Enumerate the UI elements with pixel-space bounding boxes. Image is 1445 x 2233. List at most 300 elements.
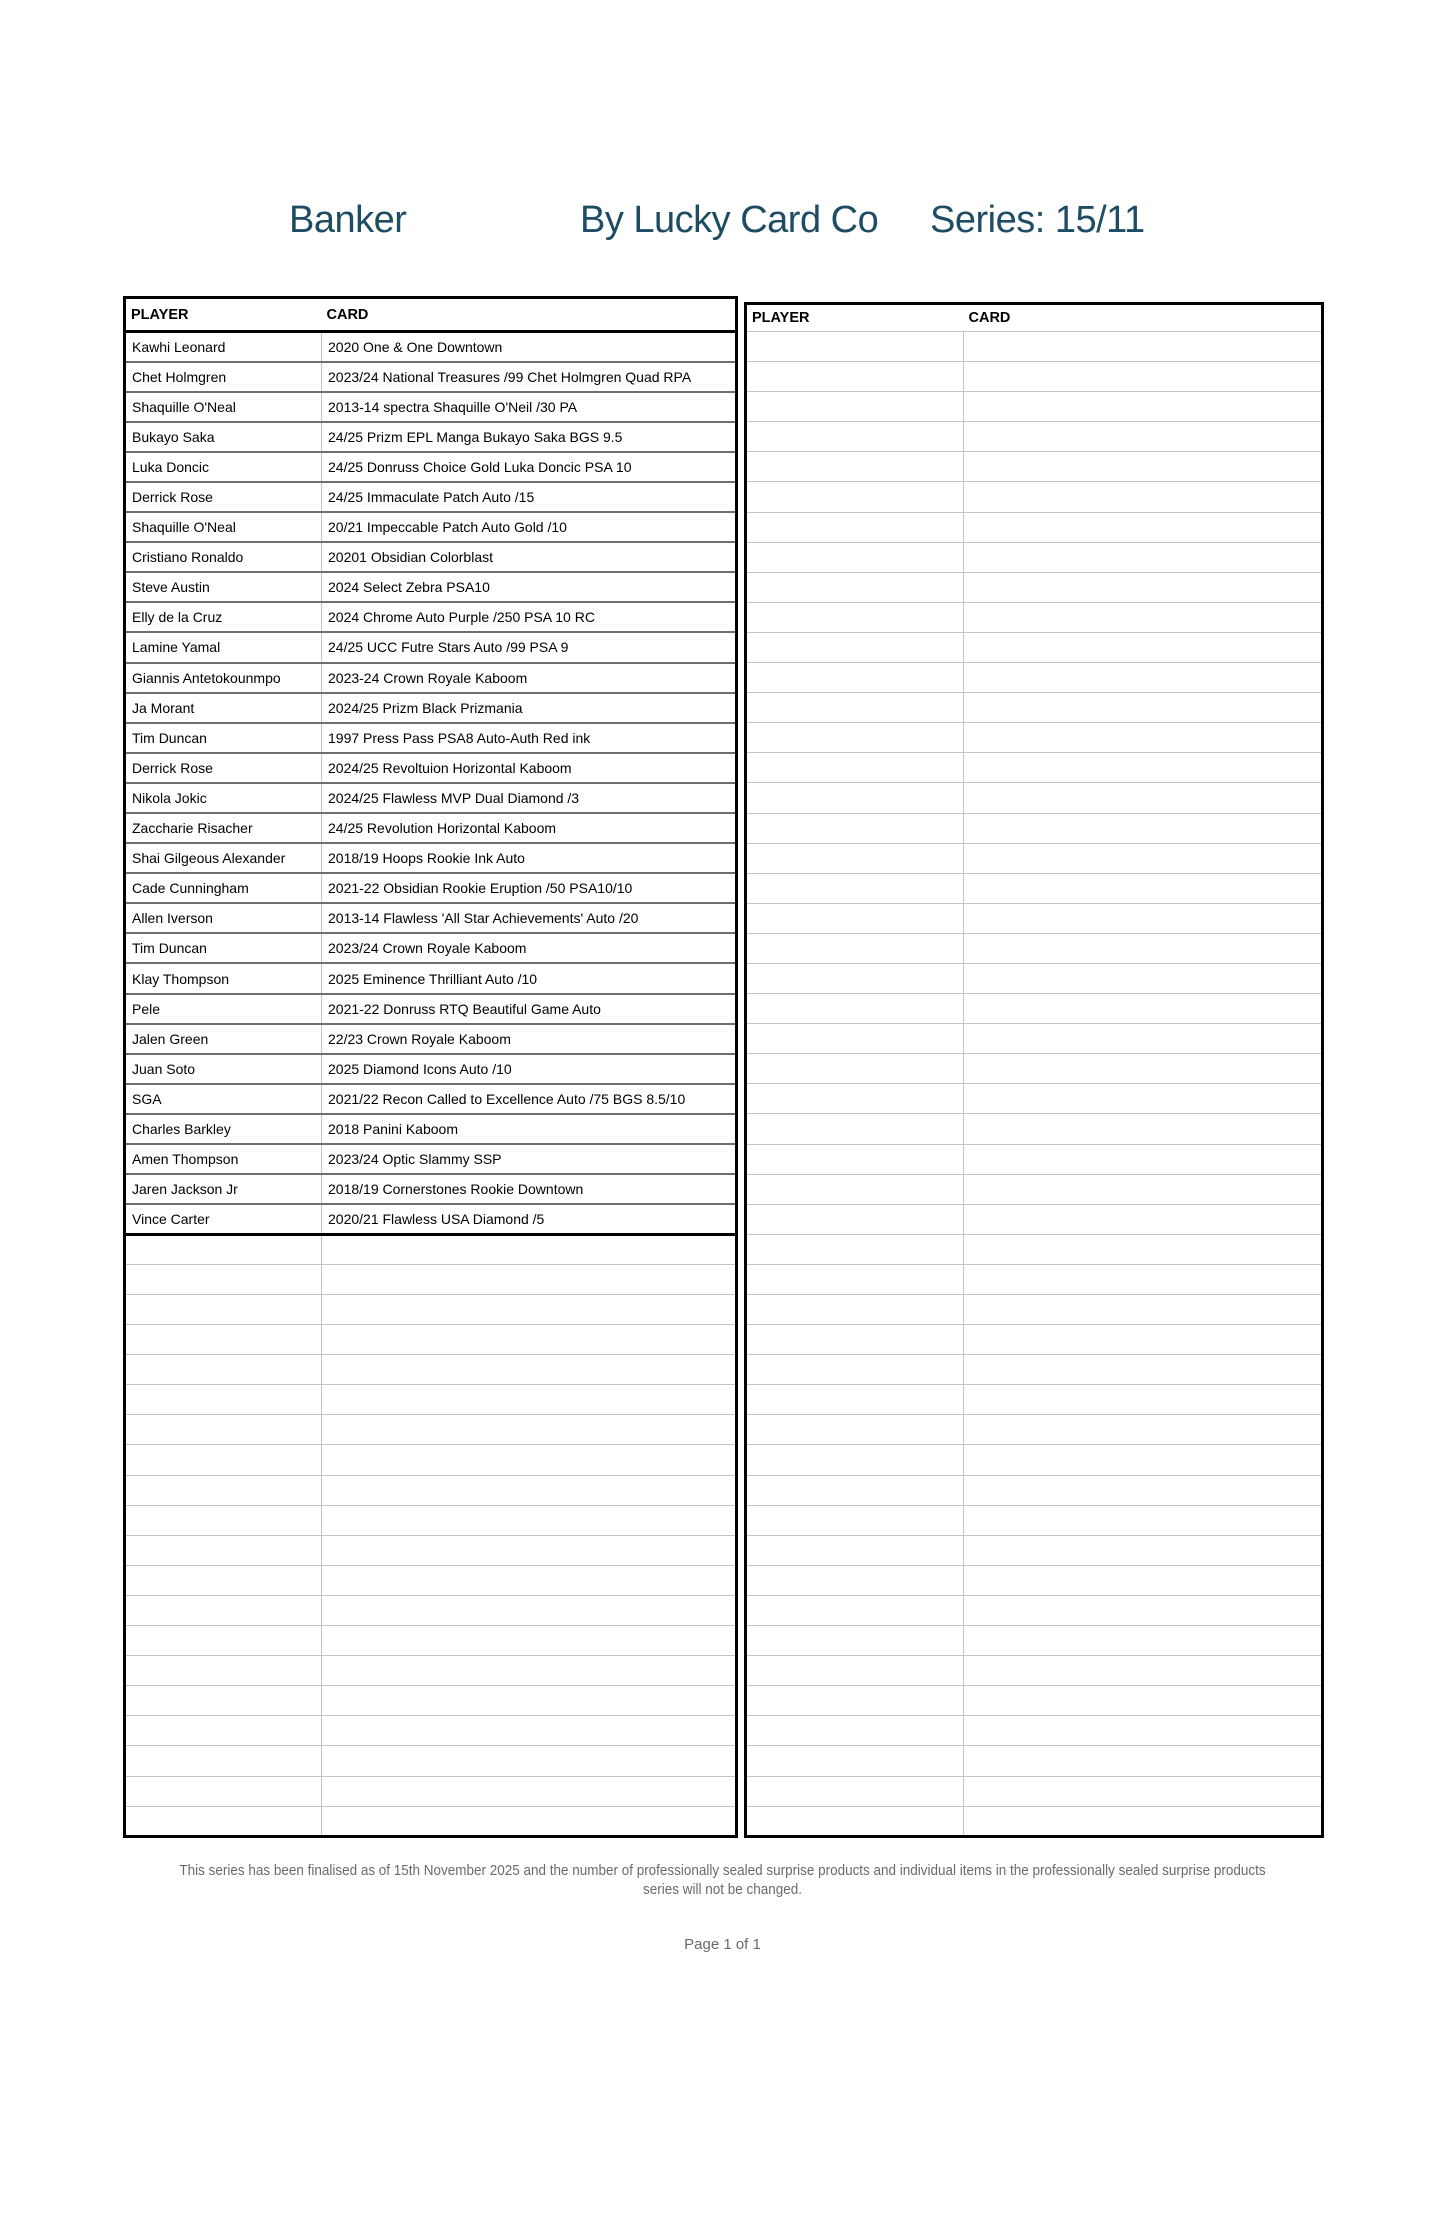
card-cell [964, 873, 1323, 903]
table-row [746, 542, 1323, 572]
table-row [746, 1746, 1323, 1776]
player-cell [746, 1686, 964, 1716]
card-cell [964, 332, 1323, 362]
card-cell [322, 1475, 737, 1505]
card-cell [322, 1264, 737, 1294]
card-cell: 2024/25 Flawless MVP Dual Diamond /3 [322, 783, 737, 813]
table-row [746, 1776, 1323, 1806]
card-cell [964, 1174, 1323, 1204]
table-row [125, 1084, 737, 1114]
card-cell: 2024 Select Zebra PSA10 [322, 572, 737, 602]
table-row [125, 1445, 737, 1475]
card-cell: 2024 Chrome Auto Purple /250 PSA 10 RC [322, 602, 737, 632]
table-row [746, 1656, 1323, 1686]
player-cell [746, 663, 964, 693]
card-cell [322, 1535, 737, 1565]
player-cell [746, 1114, 964, 1144]
table-row [746, 632, 1323, 662]
player-cell: Tim Duncan [125, 723, 322, 753]
player-cell [746, 873, 964, 903]
card-cell [964, 512, 1323, 542]
title-brand-name: By Lucky Card Co [580, 199, 879, 241]
card-cell [964, 1385, 1323, 1415]
card-cell: 2018/19 Hoops Rookie Ink Auto [322, 843, 737, 873]
card-cell [322, 1595, 737, 1625]
card-cell: 24/25 UCC Futre Stars Auto /99 PSA 9 [322, 632, 737, 662]
column-header-player: PLAYER [125, 298, 322, 332]
player-cell [125, 1806, 322, 1836]
table-row [746, 1264, 1323, 1294]
player-cell [125, 1626, 322, 1656]
player-cell: Chet Holmgren [125, 362, 322, 392]
table-row [746, 693, 1323, 723]
player-cell [746, 1656, 964, 1686]
table-row [746, 1686, 1323, 1716]
card-cell [322, 1806, 737, 1836]
table-row [125, 1595, 737, 1625]
card-cell [964, 663, 1323, 693]
player-cell [746, 994, 964, 1024]
card-cell [322, 1505, 737, 1535]
table-row [125, 903, 737, 933]
card-cell [964, 572, 1323, 602]
player-cell [746, 1084, 964, 1114]
player-cell [125, 1415, 322, 1445]
card-cell [964, 1535, 1323, 1565]
player-cell: Elly de la Cruz [125, 602, 322, 632]
player-cell [746, 903, 964, 933]
table-row [746, 1445, 1323, 1475]
card-cell: 2013-14 Flawless 'All Star Achievements' Auto /20 [322, 903, 737, 933]
card-cell: 2018/19 Cornerstones Rookie Downtown [322, 1174, 737, 1204]
player-cell: Amen Thompson [125, 1144, 322, 1174]
player-cell: Pele [125, 994, 322, 1024]
finalisation-note-line2: series will not be changed. [643, 1882, 802, 1898]
card-cell [322, 1565, 737, 1595]
player-cell [746, 392, 964, 422]
table-row [125, 1264, 737, 1294]
player-cell [746, 1204, 964, 1234]
table-row [746, 332, 1323, 362]
player-cell: Vince Carter [125, 1204, 322, 1234]
card-cell [964, 1325, 1323, 1355]
table-row [746, 512, 1323, 542]
player-cell [746, 1234, 964, 1264]
card-cell [964, 452, 1323, 482]
table-row [125, 753, 737, 783]
table-header-row [746, 304, 1323, 332]
player-cell [746, 1054, 964, 1084]
player-cell [746, 1626, 964, 1656]
player-cell [746, 813, 964, 843]
table-row [125, 362, 737, 392]
card-cell [964, 1656, 1323, 1686]
table-row [746, 663, 1323, 693]
player-cell: Juan Soto [125, 1054, 322, 1084]
column-header-card: CARD [964, 304, 1323, 332]
table-row [746, 1295, 1323, 1325]
player-cell: Cristiano Ronaldo [125, 542, 322, 572]
card-cell [964, 1716, 1323, 1746]
table-row [746, 1174, 1323, 1204]
player-cell [746, 1144, 964, 1174]
player-cell [746, 1264, 964, 1294]
card-cell [322, 1746, 737, 1776]
card-cell [322, 1776, 737, 1806]
table-row [746, 602, 1323, 632]
card-cell: 2018 Panini Kaboom [322, 1114, 737, 1144]
player-cell [746, 452, 964, 482]
card-cell [964, 1806, 1323, 1836]
table-row [125, 572, 737, 602]
card-cell: 24/25 Immaculate Patch Auto /15 [322, 482, 737, 512]
card-cell [964, 1264, 1323, 1294]
player-cell [125, 1385, 322, 1415]
player-cell [125, 1565, 322, 1595]
table-row [746, 1806, 1323, 1836]
card-cell [964, 1686, 1323, 1716]
card-cell [964, 1024, 1323, 1054]
table-row [746, 482, 1323, 512]
card-cell: 1997 Press Pass PSA8 Auto-Auth Red ink [322, 723, 737, 753]
table-row [125, 723, 737, 753]
table-row [746, 1595, 1323, 1625]
table-row [125, 1656, 737, 1686]
table-row [746, 963, 1323, 993]
table-row [125, 1475, 737, 1505]
table-row [746, 1325, 1323, 1355]
card-cell: 2025 Diamond Icons Auto /10 [322, 1054, 737, 1084]
player-cell [746, 1385, 964, 1415]
table-row [746, 843, 1323, 873]
table-row [746, 1204, 1323, 1234]
card-cell [964, 1595, 1323, 1625]
player-cell: Charles Barkley [125, 1114, 322, 1144]
card-cell [322, 1445, 737, 1475]
table-row [746, 1505, 1323, 1535]
table-row [746, 994, 1323, 1024]
card-cell [964, 1776, 1323, 1806]
card-cell [964, 843, 1323, 873]
table-row [746, 783, 1323, 813]
card-cell [964, 933, 1323, 963]
card-cell [964, 632, 1323, 662]
player-cell [746, 542, 964, 572]
player-cell [125, 1355, 322, 1385]
player-cell [746, 843, 964, 873]
player-cell [746, 1806, 964, 1836]
card-cell: 2020/21 Flawless USA Diamond /5 [322, 1204, 737, 1234]
table-row [125, 1806, 737, 1836]
table-row [746, 392, 1323, 422]
card-cell [964, 783, 1323, 813]
table-row [746, 572, 1323, 602]
player-cell [125, 1535, 322, 1565]
player-cell: Shaquille O'Neal [125, 392, 322, 422]
card-cell: 2023/24 Crown Royale Kaboom [322, 933, 737, 963]
player-cell: Cade Cunningham [125, 873, 322, 903]
table-row [125, 602, 737, 632]
player-cell [746, 723, 964, 753]
player-cell: Luka Doncic [125, 452, 322, 482]
table-row [746, 1234, 1323, 1264]
card-cell [964, 1054, 1323, 1084]
checklist-tables [123, 296, 1324, 1838]
player-cell [125, 1295, 322, 1325]
table-row [125, 1355, 737, 1385]
table-row [125, 422, 737, 452]
player-cell [746, 422, 964, 452]
player-cell: Klay Thompson [125, 963, 322, 993]
player-cell: Zaccharie Risacher [125, 813, 322, 843]
table-row [125, 1626, 737, 1656]
card-cell [322, 1385, 737, 1415]
table-row [746, 1054, 1323, 1084]
player-cell: Ja Morant [125, 693, 322, 723]
table-row [125, 452, 737, 482]
table-row [125, 1325, 737, 1355]
player-cell [125, 1746, 322, 1776]
table-row [746, 1626, 1323, 1656]
card-cell: 2023/24 National Treasures /99 Chet Holmgren Quad RPA [322, 362, 737, 392]
table-row [746, 873, 1323, 903]
player-cell [746, 1535, 964, 1565]
card-cell [964, 362, 1323, 392]
table-row [746, 1084, 1323, 1114]
table-row [125, 1505, 737, 1535]
card-cell [964, 1746, 1323, 1776]
table-row [746, 422, 1323, 452]
card-cell [964, 1234, 1323, 1264]
player-cell: Lamine Yamal [125, 632, 322, 662]
card-cell: 2024/25 Revoltuion Horizontal Kaboom [322, 753, 737, 783]
card-cell [964, 963, 1323, 993]
player-cell [125, 1505, 322, 1535]
player-cell: Derrick Rose [125, 482, 322, 512]
player-cell [746, 1174, 964, 1204]
player-cell [746, 1776, 964, 1806]
player-cell: Shaquille O'Neal [125, 512, 322, 542]
table-row [125, 1686, 737, 1716]
table-row [125, 1174, 737, 1204]
card-cell [964, 1565, 1323, 1595]
player-cell [746, 783, 964, 813]
player-cell: Steve Austin [125, 572, 322, 602]
card-cell [322, 1295, 737, 1325]
player-cell [125, 1325, 322, 1355]
table-row [125, 1776, 737, 1806]
card-cell: 2021-22 Obsidian Rookie Eruption /50 PSA10/10 [322, 873, 737, 903]
table-row [125, 843, 737, 873]
card-cell [322, 1325, 737, 1355]
player-cell: Shai Gilgeous Alexander [125, 843, 322, 873]
table-row [125, 1716, 737, 1746]
card-cell: 22/23 Crown Royale Kaboom [322, 1024, 737, 1054]
player-cell: Kawhi Leonard [132, 338, 226, 355]
table-row [125, 1204, 737, 1234]
card-cell [964, 1084, 1323, 1114]
player-cell: Jalen Green [125, 1024, 322, 1054]
card-cell [964, 753, 1323, 783]
card-cell: 2024/25 Prizm Black Prizmania [322, 693, 737, 723]
table-row [125, 1024, 737, 1054]
card-cell [964, 392, 1323, 422]
player-cell [125, 1656, 322, 1686]
card-cell [964, 1295, 1323, 1325]
table-row [125, 1385, 737, 1415]
player-cell: Bukayo Saka [125, 422, 322, 452]
table-row [125, 512, 737, 542]
player-cell [125, 1445, 322, 1475]
player-cell: Jaren Jackson Jr [125, 1174, 322, 1204]
card-cell [322, 1626, 737, 1656]
table-row [125, 1114, 737, 1144]
table-row [746, 1475, 1323, 1505]
card-cell: 2023/24 Optic Slammy SSP [322, 1144, 737, 1174]
player-cell: Tim Duncan [125, 933, 322, 963]
player-cell [746, 933, 964, 963]
card-table-left [123, 296, 738, 1838]
card-cell [964, 542, 1323, 572]
card-cell: 2013-14 spectra Shaquille O'Neil /30 PA [322, 392, 737, 422]
column-header-card: CARD [322, 298, 737, 332]
table-row [746, 903, 1323, 933]
column-header-player: PLAYER [746, 304, 964, 332]
player-cell: Giannis Antetokounmpo [125, 663, 322, 693]
player-cell [746, 1295, 964, 1325]
player-cell [746, 632, 964, 662]
table-row [125, 663, 737, 693]
card-cell [322, 1686, 737, 1716]
card-cell [964, 1144, 1323, 1174]
player-cell [125, 1595, 322, 1625]
player-cell: Derrick Rose [125, 753, 322, 783]
card-cell [964, 903, 1323, 933]
table-row [125, 332, 737, 362]
player-cell: Allen Iverson [125, 903, 322, 933]
card-cell [322, 1415, 737, 1445]
card-cell: 2025 Eminence Thrilliant Auto /10 [322, 963, 737, 993]
page-indicator: Page 1 of 1 [684, 1936, 761, 1953]
table-row [125, 783, 737, 813]
player-cell [125, 1264, 322, 1294]
table-row [746, 362, 1323, 392]
table-row [125, 632, 737, 662]
card-cell [964, 1505, 1323, 1535]
table-row [746, 723, 1323, 753]
table-row [125, 933, 737, 963]
player-cell [746, 512, 964, 542]
player-cell [746, 753, 964, 783]
player-cell [125, 1475, 322, 1505]
table-row [746, 1565, 1323, 1595]
table-row [125, 1054, 737, 1084]
title-series-label: Series: 15/11 [930, 199, 1145, 241]
player-cell [746, 572, 964, 602]
card-cell: 24/25 Donruss Choice Gold Luka Doncic PSA 10 [322, 452, 737, 482]
player-cell [746, 1595, 964, 1625]
card-cell [964, 1204, 1323, 1234]
card-cell [322, 1355, 737, 1385]
player-cell [746, 1355, 964, 1385]
card-cell [322, 1656, 737, 1686]
card-cell [964, 1445, 1323, 1475]
card-cell [964, 1475, 1323, 1505]
card-cell [964, 723, 1323, 753]
card-cell: 24/25 Revolution Horizontal Kaboom [322, 813, 737, 843]
table-row [746, 1144, 1323, 1174]
table-row [125, 482, 737, 512]
table-row [125, 693, 737, 723]
card-cell [964, 693, 1323, 723]
card-cell [964, 422, 1323, 452]
table-row [125, 1144, 737, 1174]
player-cell [746, 482, 964, 512]
card-cell: 2021-22 Donruss RTQ Beautiful Game Auto [322, 994, 737, 1024]
table-header-row [125, 298, 737, 332]
player-cell [746, 1415, 964, 1445]
card-cell [964, 994, 1323, 1024]
player-cell [746, 1746, 964, 1776]
card-table-right [744, 302, 1324, 1838]
player-cell [746, 1505, 964, 1535]
card-cell: 2020 One & One Downtown [322, 332, 737, 362]
table-row [746, 1716, 1323, 1746]
table-row [125, 963, 737, 993]
card-cell [964, 1114, 1323, 1144]
table-row [746, 1024, 1323, 1054]
card-cell [964, 602, 1323, 632]
table-row [746, 753, 1323, 783]
table-row [125, 1565, 737, 1595]
player-cell [746, 1325, 964, 1355]
player-cell: SGA [125, 1084, 322, 1114]
player-cell [125, 1234, 322, 1264]
player-cell [746, 362, 964, 392]
table-row [125, 1415, 737, 1445]
player-cell [746, 1024, 964, 1054]
player-cell [746, 1716, 964, 1746]
title-product-name: Banker [289, 199, 407, 241]
player-cell [125, 1776, 322, 1806]
card-cell [964, 813, 1323, 843]
table-row [125, 392, 737, 422]
table-row [125, 1746, 737, 1776]
player-cell [125, 1686, 322, 1716]
player-cell [746, 1475, 964, 1505]
table-row [746, 933, 1323, 963]
card-cell: 20201 Obsidian Colorblast [322, 542, 737, 572]
finalisation-note-line1: This series has been finalised as of 15th November 2025 and the number of professionally sealed surprise products and individual items in the professionally sealed surprise products [179, 1863, 1266, 1879]
finalisation-note [0, 1862, 1445, 1900]
card-cell [964, 1415, 1323, 1445]
table-row [746, 813, 1323, 843]
table-row [125, 994, 737, 1024]
card-cell: 2021/22 Recon Called to Excellence Auto /75 BGS 8.5/10 [322, 1084, 737, 1114]
table-row [125, 1234, 737, 1264]
card-cell [322, 1234, 737, 1264]
player-cell [746, 1445, 964, 1475]
card-cell [964, 1626, 1323, 1656]
card-cell: 24/25 Prizm EPL Manga Bukayo Saka BGS 9.5 [322, 422, 737, 452]
player-cell [746, 693, 964, 723]
card-cell [322, 1716, 737, 1746]
table-row [125, 1295, 737, 1325]
table-row [746, 452, 1323, 482]
table-row [746, 1114, 1323, 1144]
card-cell: 20/21 Impeccable Patch Auto Gold /10 [322, 512, 737, 542]
card-cell [964, 482, 1323, 512]
